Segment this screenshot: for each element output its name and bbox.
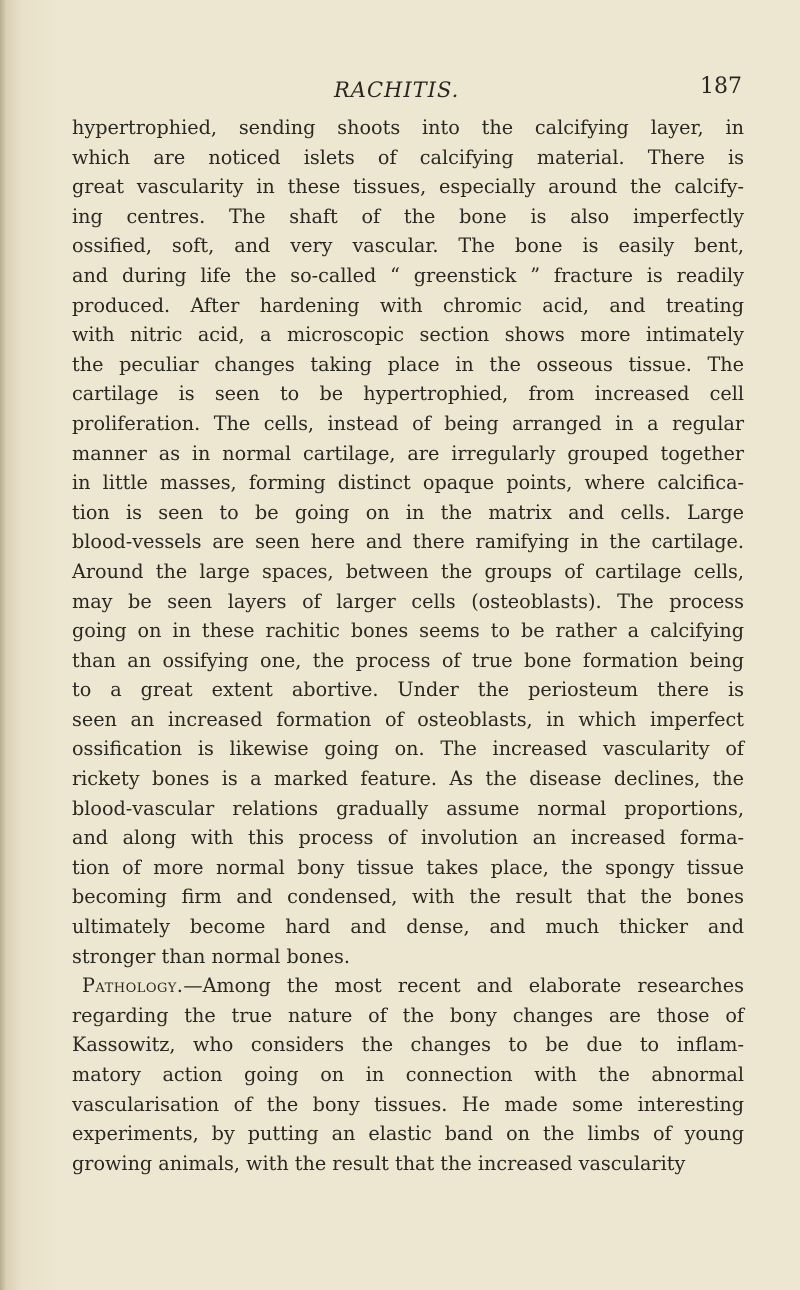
text-line: going on in these rachitic bones seems to be rather a calcifying — [72, 619, 744, 643]
pathology-first-line — [72, 971, 744, 1001]
text-line: regarding the true nature of the bony changes are those of — [72, 1003, 744, 1027]
page-header — [0, 74, 800, 108]
text-line: in little masses, forming distinct opaque points, where calcifica- — [72, 471, 744, 495]
text-line: may be seen layers of larger cells (osteoblasts). The process — [72, 589, 744, 613]
text-line: Around the large spaces, between the groups of cartilage cells, — [72, 559, 744, 583]
text-line: vascularisation of the bony tissues. He made some interesting — [72, 1092, 744, 1116]
text-line: the peculiar changes taking place in the osseous tissue. The — [72, 352, 744, 376]
text-line: cartilage is seen to be hypertrophied, from increased cell — [72, 382, 744, 406]
text-line: hypertrophied, sending shoots into the calcifying layer, in — [72, 116, 744, 139]
text-line: manner as in normal cartilage, are irregularly grouped together — [72, 441, 744, 465]
text-line: Kassowitz, who considers the changes to be due to inflam- — [72, 1033, 744, 1057]
running-title: RACHITIS. — [334, 78, 460, 102]
pathology-first-line-text: —Among the most recent and elaborate researches — [183, 974, 744, 998]
text-line: tion is seen to be going on in the matrix and cells. Large — [72, 500, 744, 524]
text-line: ossified, soft, and very vascular. The bone is easily bent, — [72, 234, 744, 258]
text-line: to a great extent abortive. Under the periosteum there is — [72, 678, 744, 702]
body-text — [72, 113, 744, 1178]
text-line: and during life the so-called “ greenstick ” fracture is readily — [72, 263, 744, 287]
text-line: ossification is likewise going on. The increased vascularity of — [72, 737, 744, 761]
text-line: proliferation. The cells, instead of being arranged in a regular — [72, 411, 744, 435]
text-line: blood-vessels are seen here and there ramifying in the cartilage. — [72, 530, 744, 554]
text-line: blood-vascular relations gradually assume normal proportions, — [72, 796, 744, 820]
page-number: 187 — [700, 74, 742, 99]
text-line: which are noticed islets of calcifying material. There is — [72, 145, 744, 169]
text-line: becoming firm and condensed, with the result that the bones — [72, 885, 744, 909]
text-line: and along with this process of involution an increased forma- — [72, 826, 744, 850]
paragraph-end-line: stronger than normal bones. — [72, 944, 350, 968]
text-line: matory action going on in connection with the abnormal — [72, 1063, 744, 1086]
text-line: great vascularity in these tissues, especially around the calcify- — [72, 175, 744, 199]
text-line: ultimately become hard and dense, and much thicker and — [72, 915, 744, 939]
text-line: growing animals, with the result that the increased vascularity — [72, 1151, 686, 1175]
text-line: than an ossifying one, the process of true bone formation being — [72, 648, 744, 672]
pathology-heading: Pathology. — [82, 974, 184, 998]
text-line: seen an increased formation of osteoblasts, in which imperfect — [72, 707, 744, 731]
text-line: with nitric acid, a microscopic section shows more intimately — [72, 323, 744, 347]
text-line: ing centres. The shaft of the bone is also imperfectly — [72, 204, 744, 228]
text-line: produced. After hardening with chromic acid, and treating — [72, 293, 744, 317]
text-line: experiments, by putting an elastic band on the limbs of young — [72, 1122, 744, 1146]
text-line: rickety bones is a marked feature. As the disease declines, the — [72, 767, 744, 791]
text-line: tion of more normal bony tissue takes place, the spongy tissue — [72, 855, 744, 879]
